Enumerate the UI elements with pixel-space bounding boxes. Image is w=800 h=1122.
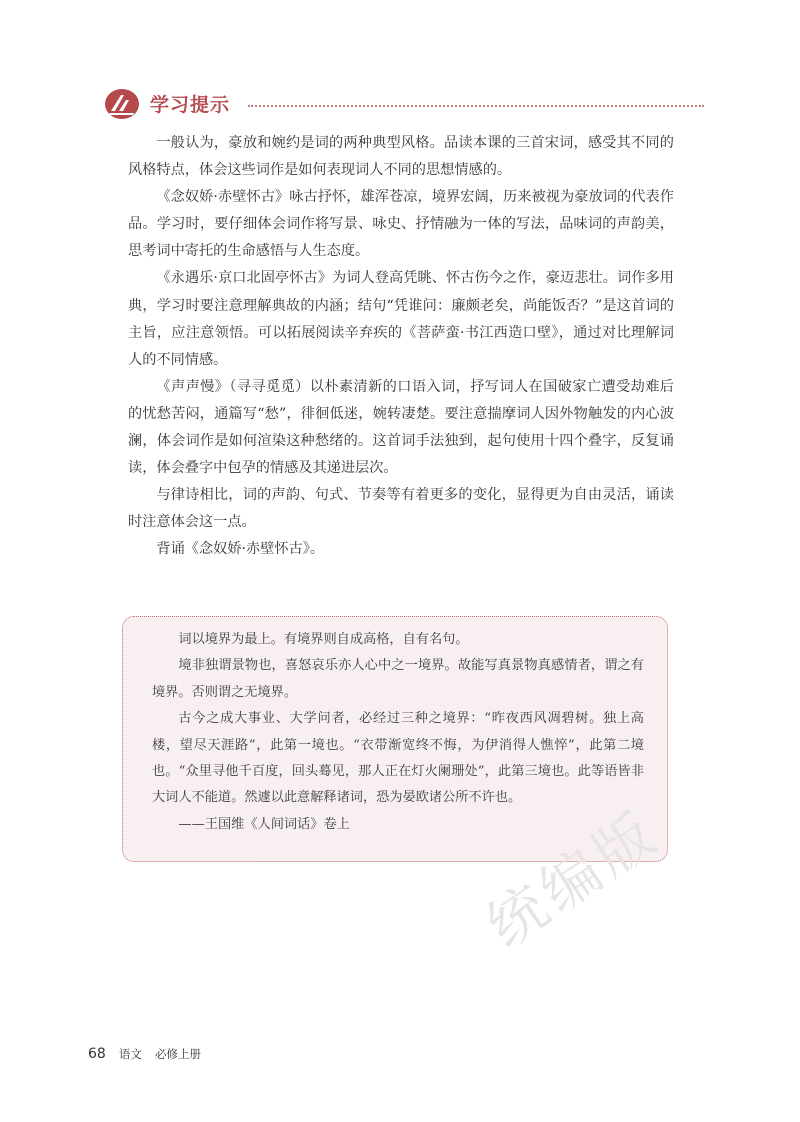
quote-content — [152, 627, 644, 838]
quote-paragraph: 古今之成大事业、大学问者，必经过三种之境界：“昨夜西风凋碧树。独上高楼，望尽天涯路”，此第一境也。“衣带渐宽终不悔，为伊消得人憔悴”，此第二境也。“众里寻他千百度，回头蓦见，那人正在灯火阑珊处”，此第三境也。此等语皆非大词人不能道。然遽以此意解释诸词，恐为晏欧诸公所不许也。 — [152, 711, 644, 806]
tip-paragraph: 一般认为，豪放和婉约是词的两种典型风格。品读本课的三首宋词，感受其不同的风格特点，体会这些词作是如何表现词人不同的思想情感的。 — [128, 135, 674, 179]
tip-paragraph: 《声声慢》（寻寻觅觅）以朴素清新的口语入词，抒写词人在国破家亡遭受劫难后的忧愁苦闷，通篇写“愁”，徘徊低迷，婉转凄楚。要注意揣摩词人因外物触发的内心波澜，体会词作是如何渲染这种愁绪的。这首词手法独到，起句使用十四个叠字，反复诵读，体会叠字中包孕的情感及其递进层次。 — [128, 378, 674, 477]
book-name: 语文 — [118, 1047, 142, 1061]
tip-paragraph: 《念奴娇·赤壁怀古》咏古抒怀，雄浑苍凉，境界宏阔，历来被视为豪放词的代表作品。学习时，要仔细体会词作将写景、咏史、抒情融为一体的写法，品味词的声韵美，思考词中寄托的生命感悟与人生态度。 — [128, 189, 674, 260]
tip-paragraph: 与律诗相比，词的声韵、句式、节奏等有着更多的变化，显得更为自由灵活，诵读时注意体会这一点。 — [128, 487, 674, 531]
tip-paragraph: 背诵《念奴娇·赤壁怀古》。 — [156, 541, 325, 558]
study-tips-text — [128, 130, 674, 564]
section-title: 学习提示 — [150, 94, 231, 116]
page-number: 68 — [88, 1046, 106, 1062]
section-header — [104, 86, 704, 126]
watermark: 统编版 — [474, 797, 673, 962]
quote-source: ——王国维《人间词话》卷上 — [178, 816, 350, 832]
quote-paragraph: 境非独谓景物也，喜怒哀乐亦人心中之一境界。故能写真景物真感情者，谓之有境界。否则谓之无境界。 — [152, 658, 644, 700]
page-footer — [88, 1043, 201, 1062]
quote-paragraph: 词以境界为最上。有境界则自成高格，自有名句。 — [178, 632, 469, 647]
tip-paragraph: 《永遇乐·京口北固亭怀古》为词人登高凭眺、怀古伤今之作，豪迈悲壮。词作多用典，学习时要注意理解典故的内涵；结句“凭谁问：廉颇老矣，尚能饭否？”是这首词的主旨，应注意领悟。可以拓展阅读辛弃疾的《菩萨蛮·书江西造口壁》，通过对比理解词人的不同情感。 — [128, 270, 674, 368]
book-logo-icon — [104, 88, 140, 120]
book-volume: 必修上册 — [155, 1047, 202, 1061]
header-divider — [248, 105, 704, 107]
